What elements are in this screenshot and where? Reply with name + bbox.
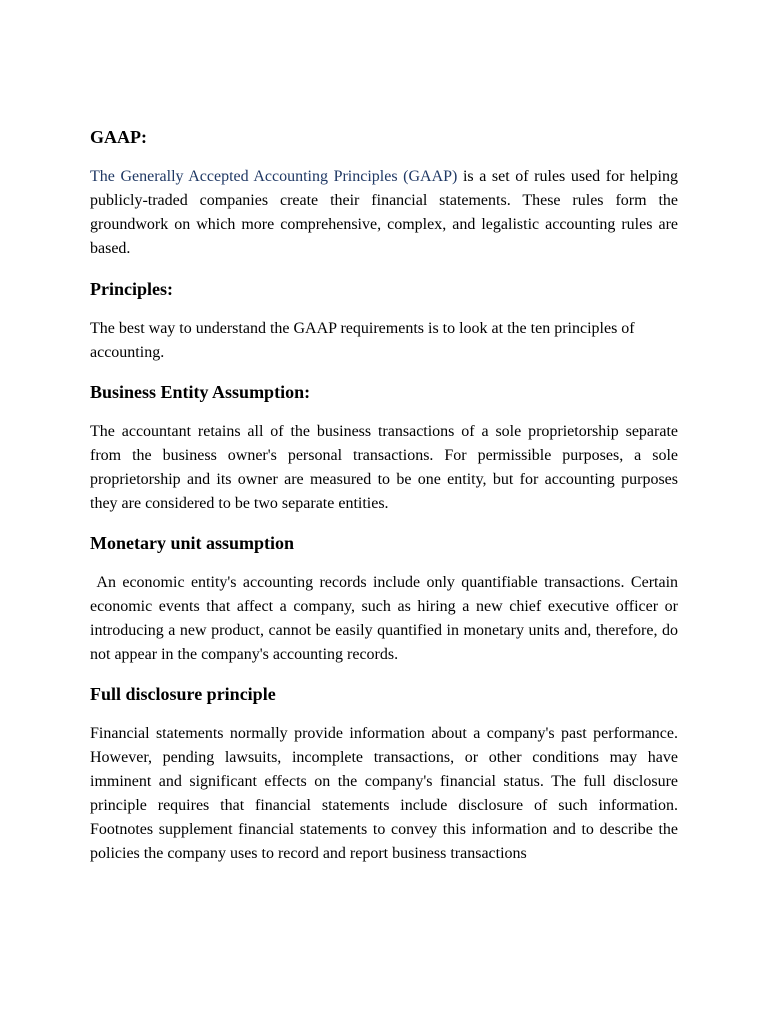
gaap-body-text: is a set of rules used for helping publicly-traded companies create their financial statements. These rules form the groundwork on which more comprehensive, complex, and legalistic accounting rules are based. <box>90 168 679 257</box>
paragraph-full-disclosure-principle: Financial statements normally provide information about a company's past performance. However, pending lawsuits, incomplete transactions, or other conditions may have imminent and significant effects on the company's financial status. The full disclosure principle requires that financial statements include disclosure of such information. Footnotes supplement financial statements to convey this information and to describe the policies the company uses to record and report business transactions <box>90 725 678 862</box>
paragraph-monetary-unit-assumption <box>90 571 678 667</box>
paragraph-business-entity-assumption: The accountant retains all of the business transactions of a sole proprietorship separate from the business owner's personal transactions. For permissible purposes, a sole proprietorship and its owner are measured to be one entity, but for accounting purposes they are considered to be two separate entities. <box>90 423 678 512</box>
monetary-body-text: An economic entity's accounting records include only quantifiable transactions. Certain economic events that affect a company, such as hiring a new chief executive officer or introducing a new product, cannot be easily quantified in monetary units and, therefore, do not appear in the company's accounting records. <box>90 574 679 663</box>
heading-full-disclosure-principle: Full disclosure principle <box>90 684 276 704</box>
gaap-link-text[interactable]: The Generally Accepted Accounting Principles (GAAP) <box>90 168 458 185</box>
paragraph-principles: The best way to understand the GAAP requirements is to look at the ten principles of accounting. <box>90 320 635 361</box>
heading-principles: Principles: <box>90 279 173 299</box>
heading-gaap: GAAP: <box>90 127 147 147</box>
document-page <box>90 126 678 866</box>
heading-monetary-unit-assumption: Monetary unit assumption <box>90 533 295 553</box>
paragraph-gaap <box>90 165 678 261</box>
heading-business-entity-assumption: Business Entity Assumption: <box>90 382 311 402</box>
